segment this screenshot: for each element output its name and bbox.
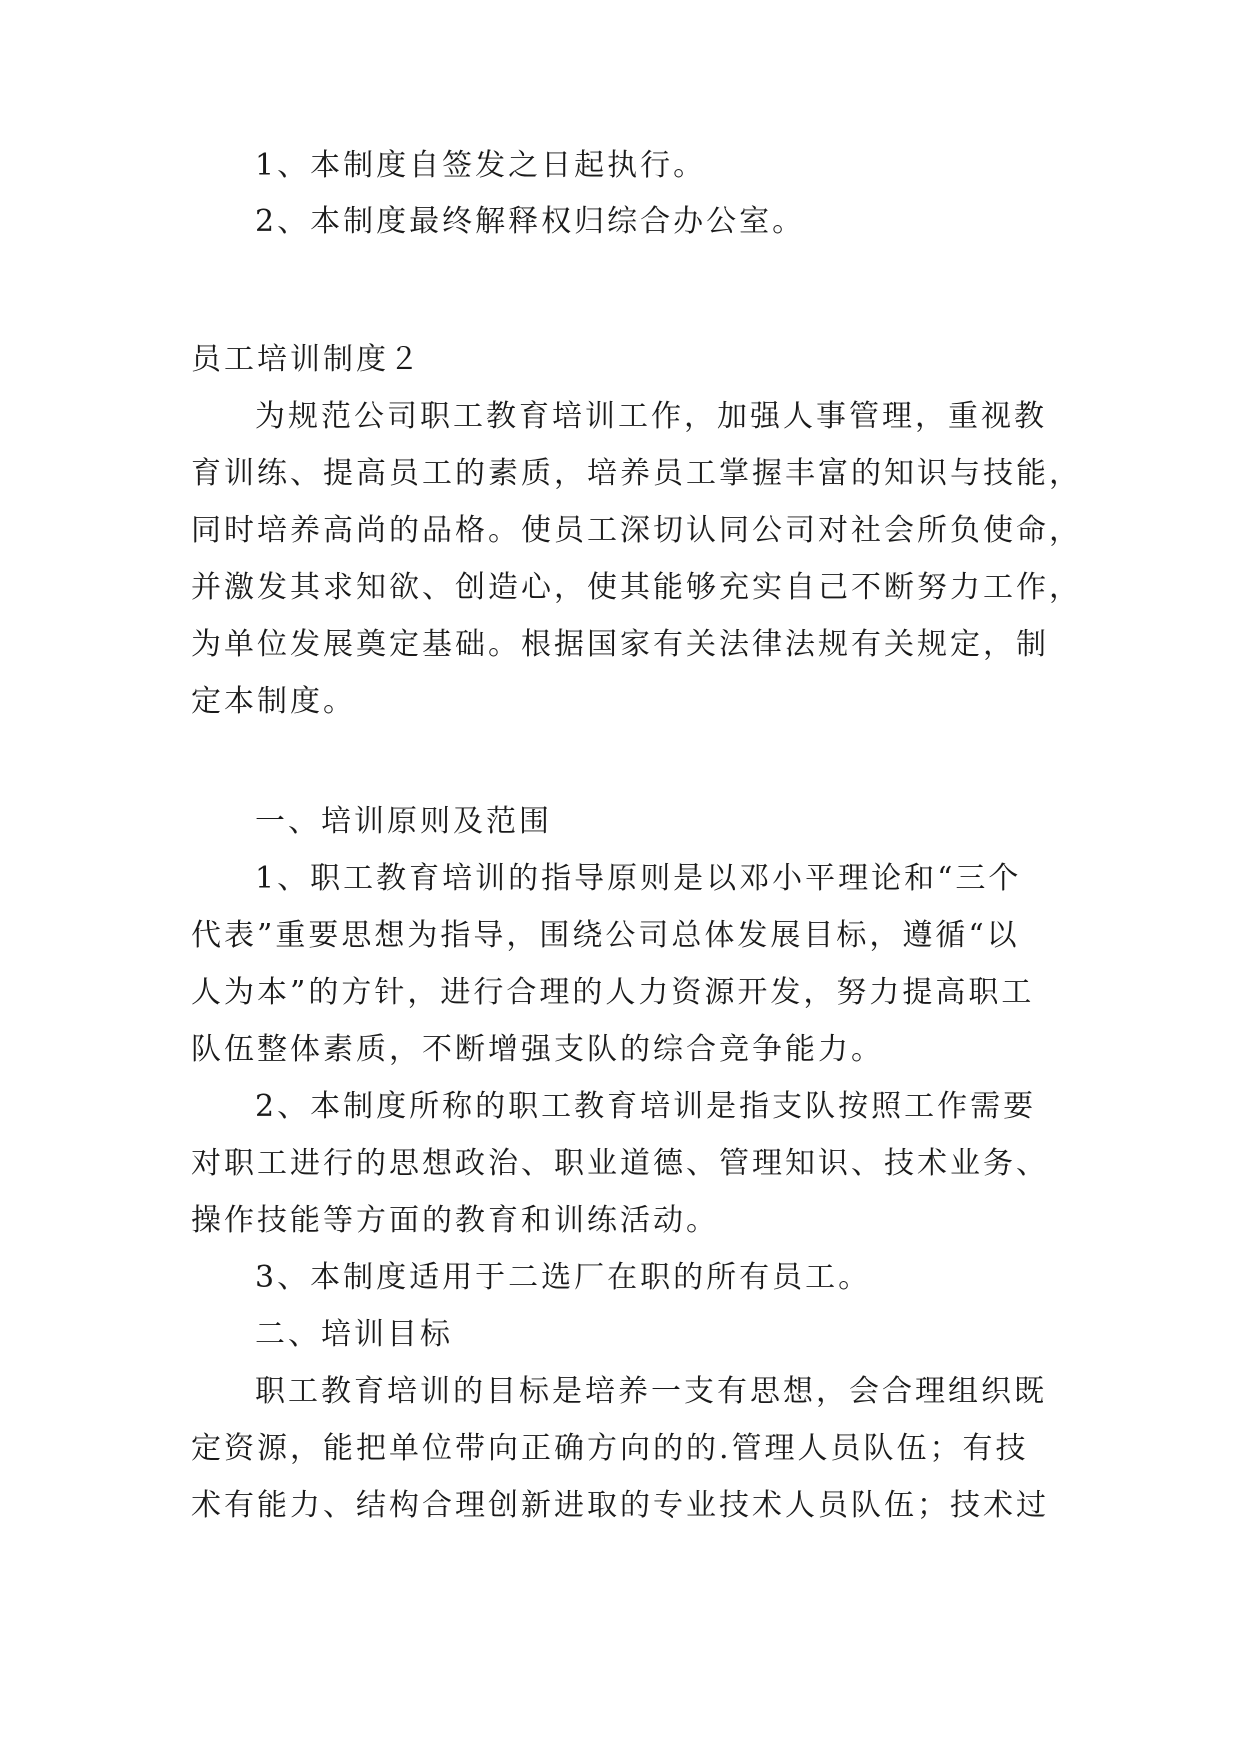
text-line: 操作技能等方面的教育和训练活动。 xyxy=(191,1203,719,1238)
text-line: 定资源，能把单位带向正确方向的的.管理人员队伍；有技 xyxy=(191,1431,1029,1466)
text-line: 1、职工教育培训的指导原则是以邓小平理论和“三个 xyxy=(255,861,1022,896)
text-line: 2、本制度所称的职工教育培训是指支队按照工作需要 xyxy=(255,1089,1037,1124)
text-line: 为单位发展奠定基础。根据国家有关法律法规有关规定，制 xyxy=(191,627,1049,662)
text-line: 同时培养高尚的品格。使员工深切认同公司对社会所负使命， xyxy=(191,513,1082,548)
text-line: 职工教育培训的目标是培养一支有思想，会合理组织既 xyxy=(255,1374,1047,1409)
text-line: 术有能力、结构合理创新进取的专业技术人员队伍；技术过 xyxy=(191,1488,1049,1523)
section-heading: 二、培训目标 xyxy=(255,1317,453,1352)
section-heading: 一、培训原则及范围 xyxy=(255,804,552,839)
text-line: 3、本制度适用于二选厂在职的所有员工。 xyxy=(255,1260,872,1295)
section-title: 员工培训制度２ xyxy=(191,342,422,377)
text-line: 队伍整体素质，不断增强支队的综合竞争能力。 xyxy=(191,1032,884,1067)
text-line: 并激发其求知欲、创造心，使其能够充实自己不断努力工作， xyxy=(191,570,1082,605)
text-line: 人为本”的方针，进行合理的人力资源开发，努力提高职工 xyxy=(191,975,1035,1010)
text-line: 为规范公司职工教育培训工作，加强人事管理，重视教 xyxy=(255,399,1047,434)
text-line: 代表”重要思想为指导，围绕公司总体发展目标，遵循“以 xyxy=(191,918,1020,953)
text-line: 定本制度。 xyxy=(191,684,356,719)
text-line: 育训练、提高员工的素质，培养员工掌握丰富的知识与技能， xyxy=(191,456,1082,491)
text-line: 2、本制度最终解释权归综合办公室。 xyxy=(255,204,806,239)
text-line: 对职工进行的思想政治、职业道德、管理知识、技术业务、 xyxy=(191,1146,1049,1181)
text-line: 1、本制度自签发之日起执行。 xyxy=(255,148,707,183)
